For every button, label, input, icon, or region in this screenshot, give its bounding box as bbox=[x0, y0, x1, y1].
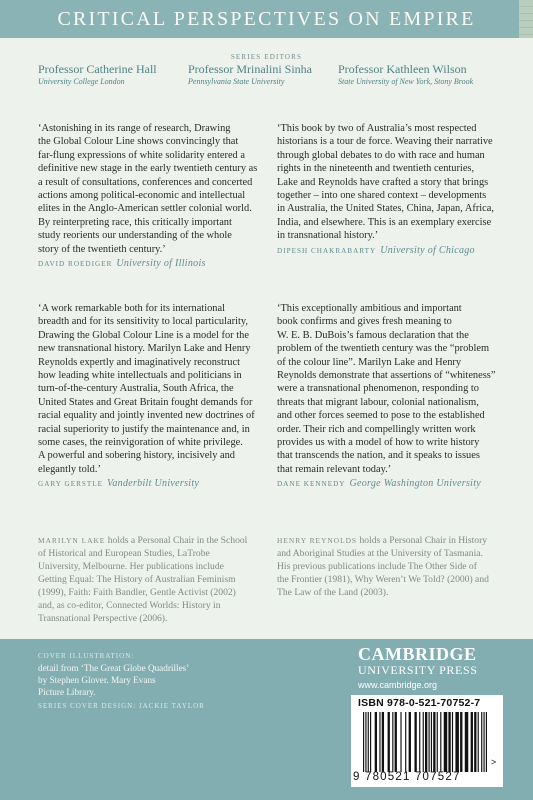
cover-design-credit: SERIES COVER DESIGN: JACKIE TAYLOR bbox=[38, 702, 205, 710]
barcode-bar bbox=[483, 712, 484, 772]
tape-strip bbox=[519, 0, 533, 38]
publisher-url: www.cambridge.org bbox=[358, 680, 438, 690]
barcode-bar bbox=[395, 712, 397, 772]
quote-author: DIPESH CHAKRABARTY bbox=[277, 246, 377, 255]
editor-affiliation: Pennsylvania State University bbox=[188, 77, 285, 86]
quote-attribution bbox=[38, 257, 263, 271]
quote-attribution bbox=[277, 244, 507, 258]
quote-text: ‘Astonishing in its range of research, Drawing the Global Colour Line shows convincingly that far-flung expressions of white solidarity entered a definitive new stage in the early twentieth century as a result of consultations, conferences and concerted actions among political-economic and intellectual elites in the Anglo-American settler colonial world. By reinterpreting race, this critically important study reorients our understanding of the whole story of the twentieth century.’ bbox=[38, 123, 258, 255]
review-quote-gerstle bbox=[38, 302, 263, 492]
barcode-bar bbox=[478, 712, 479, 772]
barcode-bar bbox=[486, 712, 487, 772]
isbn-label: ISBN 978-0-521-70752-7 bbox=[358, 697, 481, 709]
author-bio-lake bbox=[38, 534, 268, 625]
quote-author: GARY GERSTLE bbox=[38, 480, 104, 489]
quote-institution: George Washington University bbox=[349, 478, 482, 490]
bio-text: holds a Personal Chair in History and Aboriginal Studies at the University of Tasmania. His previous publications include The Other Side of the Frontier (1981), Why Weren’t We Told? (2000) and The Law of the Land (2003). bbox=[277, 535, 489, 598]
barcode-bar bbox=[405, 712, 406, 772]
quote-author: DANE KENNEDY bbox=[277, 480, 346, 489]
barcode-arrow-icon: > bbox=[491, 757, 497, 767]
quote-text: ‘This book by two of Australia’s most respected historians is a tour de force. Weaving their narrative through global debates to do with race and human rights in the nineteenth and twentieth centuries, Lake and Reynolds have crafted a story that brings together – into one shared context – developments in Australia, the United States, China, Japan, Africa, India, and elsewhere. This is an exemplary exercise in transnational history.’ bbox=[277, 123, 494, 242]
barcode-bar bbox=[370, 712, 371, 772]
barcode-bar bbox=[474, 712, 476, 772]
barcode-bar bbox=[365, 712, 366, 772]
editor-kathleen-wilson bbox=[338, 62, 473, 87]
series-title: CRITICAL PERSPECTIVES ON EMPIRE bbox=[57, 8, 476, 30]
bio-name: MARILYN LAKE bbox=[38, 536, 106, 545]
barcode-bar bbox=[431, 712, 432, 772]
barcode-bar bbox=[437, 712, 438, 772]
editor-name: Professor Catherine Hall bbox=[38, 62, 157, 76]
quote-institution: University of Illinois bbox=[116, 258, 206, 270]
barcode-bar bbox=[455, 712, 459, 772]
barcode-bar bbox=[388, 712, 390, 772]
cover-illustration-label: COVER ILLUSTRATION: bbox=[38, 652, 135, 660]
barcode-bar bbox=[471, 712, 473, 772]
barcode-bar bbox=[363, 712, 364, 772]
quote-author: DAVID ROEDIGER bbox=[38, 260, 113, 269]
barcode-bar bbox=[448, 712, 450, 772]
barcode-bars bbox=[361, 712, 489, 772]
publisher-name-line2: UNIVERSITY PRESS bbox=[358, 663, 478, 677]
quote-institution: Vanderbilt University bbox=[107, 478, 200, 490]
editor-affiliation: State University of New York, Stony Brook bbox=[338, 77, 474, 86]
editor-affiliation: University College London bbox=[38, 77, 125, 86]
barcode-bar bbox=[409, 712, 411, 772]
cover-illustration-credit bbox=[38, 650, 258, 698]
isbn-barcode-box bbox=[351, 695, 503, 787]
publisher-name-line1: CAMBRIDGE bbox=[358, 644, 477, 664]
series-editors-label: SERIES EDITORS bbox=[230, 53, 303, 61]
publisher-logo bbox=[358, 644, 478, 690]
barcode-bar bbox=[429, 712, 430, 772]
barcode-bar bbox=[379, 712, 380, 772]
quote-institution: University of Chicago bbox=[380, 244, 475, 256]
bio-text: holds a Personal Chair in the School of Historical and European Studies, LaTrobe University, Melbourne. Her publications include Getting Equal: The History of Australian Feminism (1999), Faith: Faith Bandler, Gentle Activist (2002) and, as co-editor, Connected Worlds: History in Transnational Perspective (2006). bbox=[38, 535, 248, 624]
barcode-bar bbox=[368, 712, 369, 772]
barcode-bar bbox=[452, 712, 453, 772]
barcode-bar bbox=[425, 712, 427, 772]
review-quote-kennedy bbox=[277, 302, 507, 492]
barcode-bar bbox=[375, 712, 377, 772]
barcode-bar bbox=[400, 712, 401, 772]
barcode-bar bbox=[460, 712, 462, 772]
editor-name: Professor Kathleen Wilson bbox=[338, 62, 467, 76]
cover-illustration-text: detail from ‘The Great Globe Quadrilles’ by Stephen Glover. Mary Evans Picture Library. bbox=[38, 663, 190, 697]
author-bio-reynolds bbox=[277, 534, 512, 599]
editor-name: Professor Mrinalini Sinha bbox=[188, 62, 312, 76]
quote-text: ‘A work remarkable both for its international breadth and for its sensitivity to local particularity, Drawing the Global Colour Line is a model for the new transnational history. Marilyn Lake and Henry Reynolds expertly and imaginatively reconstruct how leading white intellectuals and politicians in turn-of-the-century Australia, South Africa, the United States and Great Britain fought demands for racial equality and jointly invented new doctrines of racial superiority to justify the maintenance and, in some cases, the reinvigoration of white privilege. A powerful and sobering history, incisively and elegantly told.’ bbox=[38, 303, 255, 475]
quote-attribution bbox=[38, 477, 263, 491]
review-quote-roediger bbox=[38, 122, 263, 271]
barcode-bar bbox=[382, 712, 384, 772]
barcode-bar bbox=[465, 712, 469, 772]
barcode-bar bbox=[423, 712, 424, 772]
barcode-bar bbox=[419, 712, 420, 772]
barcode-digits: 9 780521 707527 bbox=[353, 771, 461, 783]
barcode-bar bbox=[392, 712, 393, 772]
quote-text: ‘This exceptionally ambitious and important book confirms and gives fresh meaning to W. E. B. DuBois’s famous declaration that the problem of the twentieth century was the “problem of the colour line”. Marilyn Lake and Henry Reynolds demonstrate that assertions of “whiteness” were a transnational phenomenon, responding to threats that migrant labour, colonial nationalism, and other forces seemed to pose to the established order. Their rich and compellingly written work provides us with a model of how to write history that transcends the nation, and it speaks to issues that remain relevant today.’ bbox=[277, 303, 496, 475]
review-quote-chakrabarty bbox=[277, 122, 507, 258]
barcode-bar bbox=[433, 712, 435, 772]
barcode-bar bbox=[414, 712, 416, 772]
barcode-bar bbox=[444, 712, 448, 772]
quote-attribution bbox=[277, 477, 507, 491]
barcode-bar bbox=[481, 712, 482, 772]
barcode-bar bbox=[440, 712, 441, 772]
bio-name: HENRY REYNOLDS bbox=[277, 536, 358, 545]
editor-mrinalini-sinha bbox=[188, 62, 312, 87]
editor-catherine-hall bbox=[38, 62, 157, 87]
